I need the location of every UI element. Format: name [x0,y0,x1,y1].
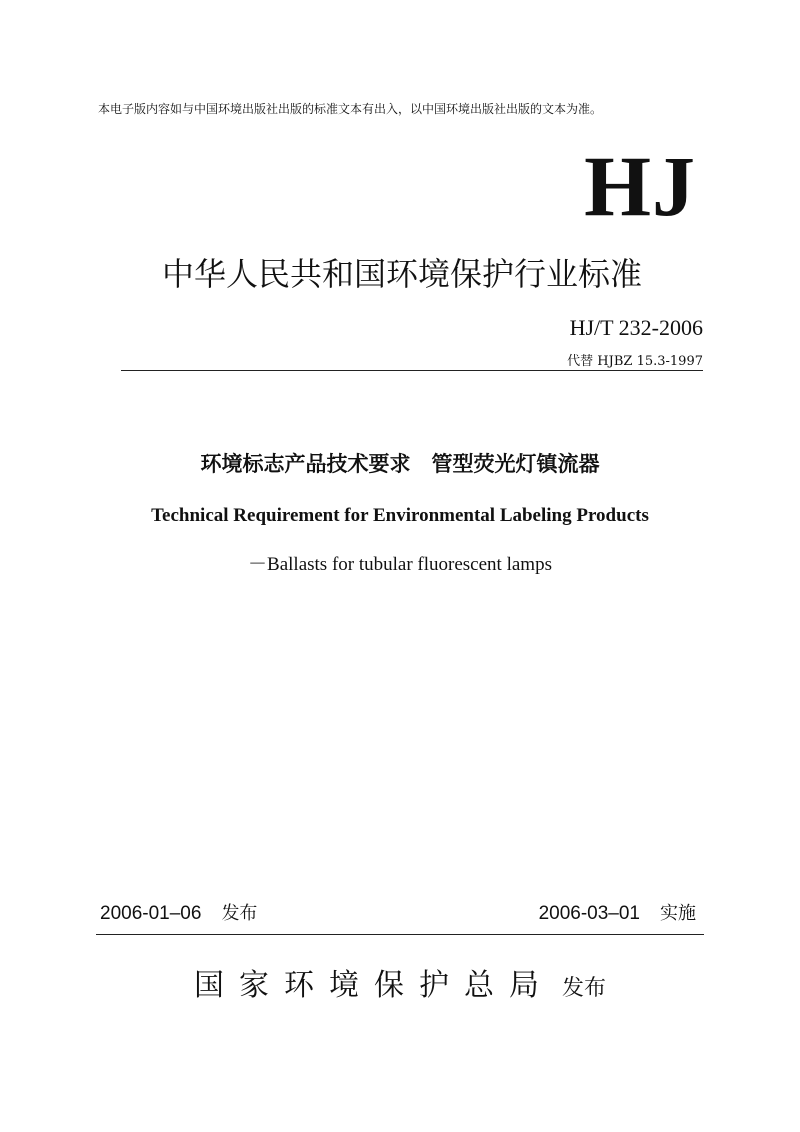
issuer-line [0,962,800,1014]
effective-date: 2006-03–01 [538,903,640,924]
document-title-cn: 环境标志产品技术要求 管型荧光灯镇流器 [200,452,600,476]
effective-date-group [539,900,696,928]
effective-label: 实施 [660,903,696,924]
header-divider [121,370,703,371]
issue-date-group [100,900,257,928]
issuer-name: 国家环境保护总局 [193,968,554,1003]
replaces-standard: 代替 HJBZ 15.3-1997 [567,354,703,369]
issue-label: 发布 [221,903,258,924]
document-title-en: Technical Requirement for Environmental Labeling Products [151,505,649,526]
issuer-suffix: 发布 [561,976,606,1001]
disclaimer-notice: 本电子版内容如与中国环境出版社出版的标准文本有出入，以中国环境出版社出版的文本为准。 [98,102,603,116]
hj-logo: HJ [584,138,696,234]
standard-number: HJ/T 232-2006 [569,315,703,340]
issue-date: 2006-01–06 [100,903,202,924]
footer-divider [96,934,704,935]
industry-standard-title: 中华人民共和国环境保护行业标准 [161,255,642,293]
document-subtitle-en: －Ballasts for tubular fluorescent lamps [248,554,552,575]
